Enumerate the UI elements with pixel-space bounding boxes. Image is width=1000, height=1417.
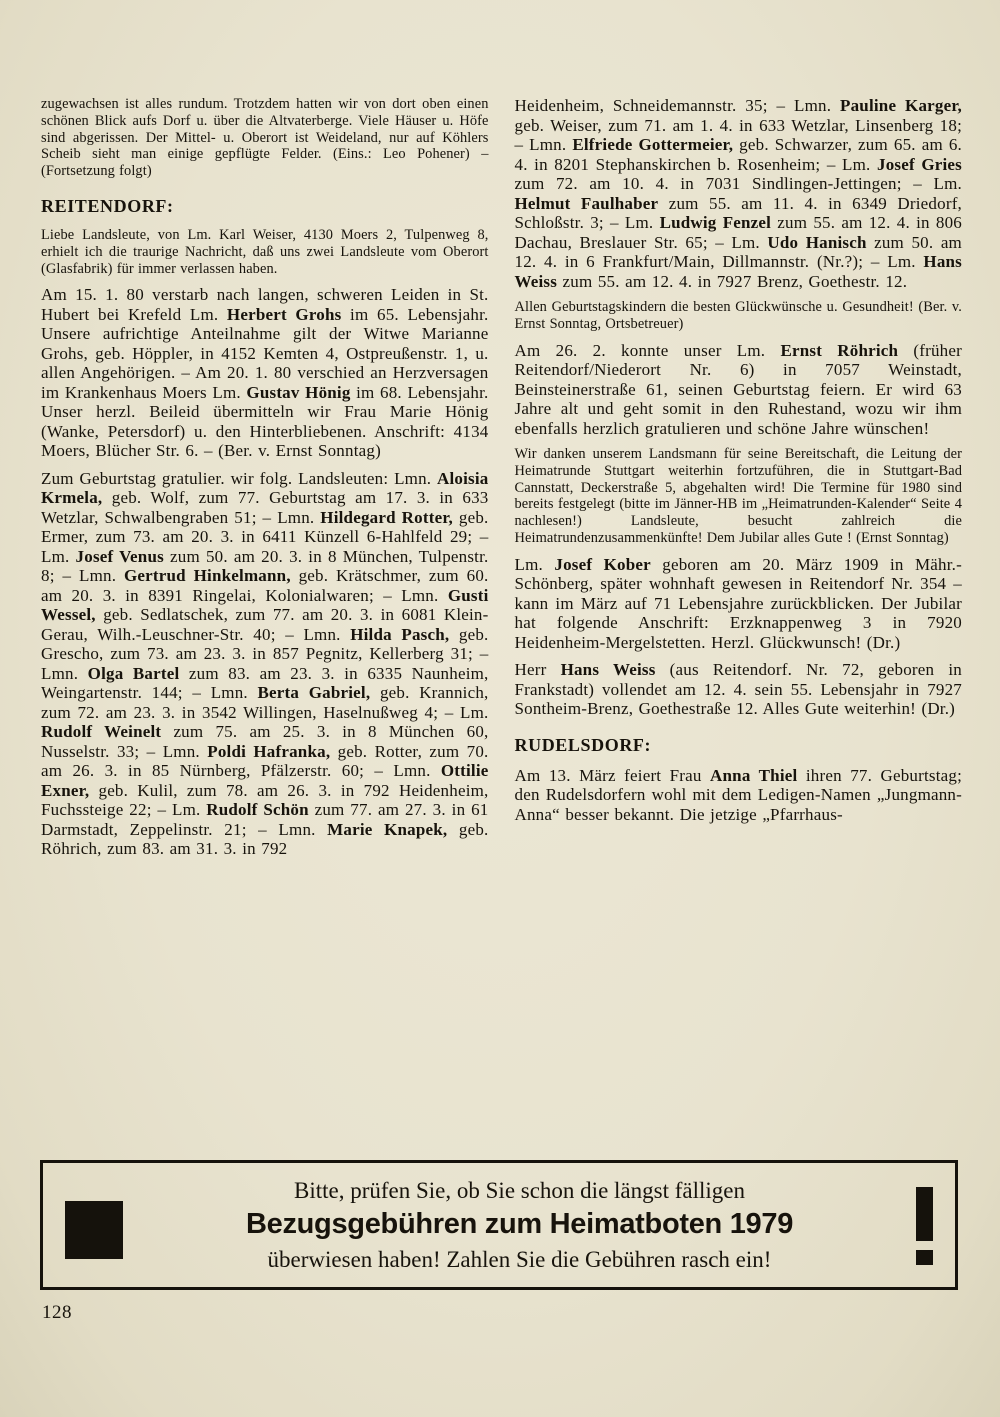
text-run-bold: Berta Gabriel, xyxy=(257,683,371,703)
paragraph xyxy=(41,227,489,277)
text-run: Lm. xyxy=(514,554,555,574)
paragraph xyxy=(515,766,963,825)
paragraph xyxy=(515,660,963,719)
notice-box xyxy=(40,1160,958,1290)
text-run: geb. Grescho, zum 73. am 23. 3. in 857 Pegnitz, Kellerberg 31; – Lmn. xyxy=(41,624,489,683)
text-run-bold: Josef Venus xyxy=(75,546,164,566)
text-run-bold: Rudolf Weinelt xyxy=(41,722,162,742)
text-run: geb. Krannich, zum 72. am 23. 3. in 3542 Willingen, Haselnußweg 4; – Lm. xyxy=(41,683,489,722)
text-run: Wir danken unserem Landsmann für seine Bereitschaft, die Leitung der Heimatrunde Stuttgart weiterhin fortzuführen, die in Stuttgart-Bad Cannstatt, Deckerstraße 5, abgehalten wird! Die Termine für 1980 sind bereits festgelegt (bitte im Jänner-HB im „Heimatrunden-Kalender“ Seite 4 nachlesen!) Landsleute, besucht zahlreich die Heimatrundenzusammenkünfte! Dem Jubilar alles Gute ! (Ernst Sonntag) xyxy=(514,446,962,547)
text-run-bold: Rudolf Schön xyxy=(206,800,309,820)
text-run: (aus Reitendorf. Nr. 72, geboren in Frankstadt) vollendet am 12. 4. sein 55. Lebensjahr in 7927 Sontheim-Brenz, Goethestraße 12. Alles Gute weiterhin! (Dr.) xyxy=(514,660,962,719)
paragraph xyxy=(41,96,489,180)
text-run-bold: Elfriede Gottermeier, xyxy=(572,135,734,154)
black-square-icon xyxy=(65,1201,123,1259)
exclamation-bar xyxy=(916,1187,933,1241)
text-run: geb. Sedlatschek, zum 77. am 20. 3. in 6081 Klein-Gerau, Wilh.-Leuschner-Str. 40; – Lmn. xyxy=(41,605,489,644)
text-run-bold: Marie Knapek, xyxy=(327,819,448,839)
text-run: Am 26. 2. konnte unser Lm. xyxy=(514,340,781,360)
exclamation-dot xyxy=(916,1250,933,1265)
text-run-bold: Ernst Röhrich xyxy=(780,340,899,360)
text-run-bold: Josef Kober xyxy=(554,554,651,574)
column-left xyxy=(41,96,489,867)
text-run: ihren 77. Geburtstag; den Rudelsdorfern wohl mit dem Ledigen-Namen „Jungmann-Anna“ besser bekannt. Die jetzige „Pfarrhaus- xyxy=(514,765,962,824)
text-run-bold: Gusti Wessel, xyxy=(41,585,489,625)
paragraph xyxy=(515,446,963,547)
text-run: zum 72. am 10. 4. in 7031 Sindlingen-Jettingen; – Lm. xyxy=(514,174,962,193)
text-run: Liebe Landsleute, von Lm. Karl Weiser, 4130 Moers 2, Tulpenweg 8, erhielt ich die traurige Nachricht, daß uns zwei Landsleute vom Oberort (Glasfabrik) für immer verlassen haben. xyxy=(41,226,489,277)
text-run-bold: Hans Weiss xyxy=(560,660,656,680)
text-run-bold: Herbert Grohs xyxy=(226,304,342,324)
text-run: zum 50. am 12. 4. in 6 Frankfurt/Main, Dillmannstr. (Nr.?); – Lm. xyxy=(514,232,962,271)
text-run: Heidenheim, Schneidemannstr. 35; – Lmn. xyxy=(514,96,841,115)
text-run-bold: Pauline Karger, xyxy=(840,96,962,115)
text-run: geb. Ermer, zum 73. am 20. 3. in 6411 Künzell 6-Hahlfeld 29; – Lm. xyxy=(41,507,489,566)
text-run: geb. Wolf, zum 77. Geburtstag am 17. 3. in 633 Wetzlar, Schwalbengraben 51; – Lmn. xyxy=(41,488,489,527)
text-run: zum 83. am 23. 3. in 6335 Naunheim, Weingartenstr. 144; – Lmn. xyxy=(41,663,489,703)
exclamation-icon xyxy=(916,1187,933,1265)
text-run: Allen Geburtstagskindern die besten Glückwünsche u. Gesundheit! (Ber. v. Ernst Sonntag, Ortsbetreuer) xyxy=(514,299,962,332)
text-run: zum 55. am 11. 4. in 6349 Driedorf, Schloßstr. 3; – Lm. xyxy=(514,193,962,232)
article-body xyxy=(41,96,962,867)
section-heading: REITENDORF: xyxy=(41,195,174,216)
paragraph xyxy=(41,469,489,859)
notice-line1: Bitte, prüfen Sie, ob Sie schon die längst fälligen xyxy=(294,1178,745,1203)
text-run-bold: Udo Hanisch xyxy=(767,232,867,252)
text-run: geb. Krätschmer, zum 60. am 20. 3. in 8391 Ringelai, Kolonialwaren; – Lmn. xyxy=(41,566,489,605)
text-run-bold: Olga Bartel xyxy=(87,663,180,683)
text-run: zum 77. am 27. 3. in 61 Darmstadt, Zeppelinstr. 21; – Lmn. xyxy=(41,800,489,839)
text-run: geb. Kulil, zum 78. am 26. 3. in 792 Heidenheim, Fuchssteige 22; – Lm. xyxy=(41,780,489,820)
text-run: geboren am 20. März 1909 in Mähr.-Schönberg, später wohnhaft gewesen in Reitendorf Nr. 354 – kann im März auf 71 Lebensjahre zurückblicken. Der Jubilar hat folgende Anschrift: Erzknappenweg 3 in 7920 Heidenheim-Mergelstetten. Herzl. Glückwunsch! (Dr.) xyxy=(514,554,962,652)
text-run-bold: Ludwig Fenzel xyxy=(659,213,772,232)
text-run: geb. Rotter, zum 70. am 26. 3. in 85 Nürnberg, Pfälzerstr. 60; – Lmn. xyxy=(41,741,489,781)
notice-text xyxy=(123,1177,916,1273)
section-heading: RUDELSDORF: xyxy=(514,734,652,755)
text-run-bold: Helmut Faulhaber xyxy=(514,193,659,213)
notice-headline: Bezugsgebühren zum Heimatboten 1979 xyxy=(245,1208,794,1240)
paragraph xyxy=(515,96,963,291)
text-run-bold: Ottilie Exner, xyxy=(41,761,489,800)
text-run: im 68. Lebensjahr. Unser herzl. Beileid übermitteln wir Frau Marie Hönig (Wanke, Petersdorf) u. den Hinterbliebenen. Anschrift: 4134 Moers, Blücher Str. 6. – (Ber. v. Ernst Sonntag) xyxy=(41,382,489,461)
text-run: Zum Geburtstag gratulier. wir folg. Landsleuten: Lmn. xyxy=(41,468,438,488)
text-run: geb. Schwarzer, zum 65. am 6. 4. in 8201 Stephanskirchen b. Rosenheim; – Lm. xyxy=(514,135,963,174)
paragraph xyxy=(515,555,963,653)
text-run-bold: Aloisia Krmela, xyxy=(41,468,489,508)
text-run: zum 55. am 12. 4. in 806 Dachau, Breslauer Str. 65; – Lm. xyxy=(514,213,962,252)
paragraph xyxy=(515,341,963,439)
paragraph xyxy=(515,299,963,333)
text-run-bold: Poldi Hafranka, xyxy=(207,741,331,761)
text-run: geb. Weiser, zum 71. am 1. 4. in 633 Wetzlar, Linsenberg 18; – Lmn. xyxy=(514,115,962,154)
text-run: zugewachsen ist alles rundum. Trotzdem hatten wir von dort oben einen schönen Blick aufs Dorf u. über die Altvaterberge. Viele Häuser u. Höfe sind abgerissen. Der Mittel- u. Oberort ist Weideland, nur auf Köhlers Scheib sieht man einige gepflügte Felder. (Eins.: Leo Pohener) – (Fortsetzung folgt) xyxy=(41,96,489,180)
paragraph xyxy=(41,285,489,461)
text-run-bold: Gustav Hönig xyxy=(246,382,351,402)
column-right xyxy=(515,96,963,867)
text-run: (früher Reitendorf/Niederort Nr. 6) in 7057 Weinstadt, Beinsteinerstraße 61, seinen Geburtstag feiern. Er wird 63 Jahre alt und geht somit in den Ruhestand, wozu wir ihm ebenfalls herzlich gratulieren und schöne Jahre wünschen! xyxy=(514,340,962,438)
text-run-bold: Anna Thiel xyxy=(710,765,798,785)
text-run: im 65. Lebensjahr. Unsere aufrichtige Anteilnahme gilt der Witwe Marianne Grohs, geb. Höppler, in 4152 Kemten 4, Ostpreußenstr. 1, u. allen Angehörigen. – Am 20. 1. 80 verschied an Herzversagen im Krankenhaus Moers Lm. xyxy=(41,304,489,402)
page-number: 128 xyxy=(42,1302,72,1323)
text-run: Am 15. 1. 80 verstarb nach langen, schweren Leiden in St. Hubert bei Krefeld Lm. xyxy=(41,285,489,324)
text-run-bold: Hildegard Rotter, xyxy=(320,507,453,527)
text-run: zum 75. am 25. 3. in 8 München 60, Nusselstr. 33; – Lmn. xyxy=(41,722,489,761)
text-run-bold: Hilda Pasch, xyxy=(350,624,450,644)
text-run: Am 13. März feiert Frau xyxy=(514,765,711,785)
text-run: geb. Röhrich, zum 83. am 31. 3. in 792 xyxy=(41,819,489,859)
notice-line3: überwiesen haben! Zahlen Sie die Gebühren rasch ein! xyxy=(267,1247,772,1272)
text-run: Herr xyxy=(514,660,561,680)
text-run: zum 55. am 12. 4. in 7927 Brenz, Goethestr. 12. xyxy=(557,271,908,291)
text-run-bold: Gertrud Hinkelmann, xyxy=(123,566,291,586)
text-run: zum 50. am 20. 3. in 8 München, Tulpenstr. 8; – Lmn. xyxy=(41,546,489,586)
text-run-bold: Hans Weiss xyxy=(514,252,962,291)
text-run-bold: Josef Gries xyxy=(877,154,962,174)
